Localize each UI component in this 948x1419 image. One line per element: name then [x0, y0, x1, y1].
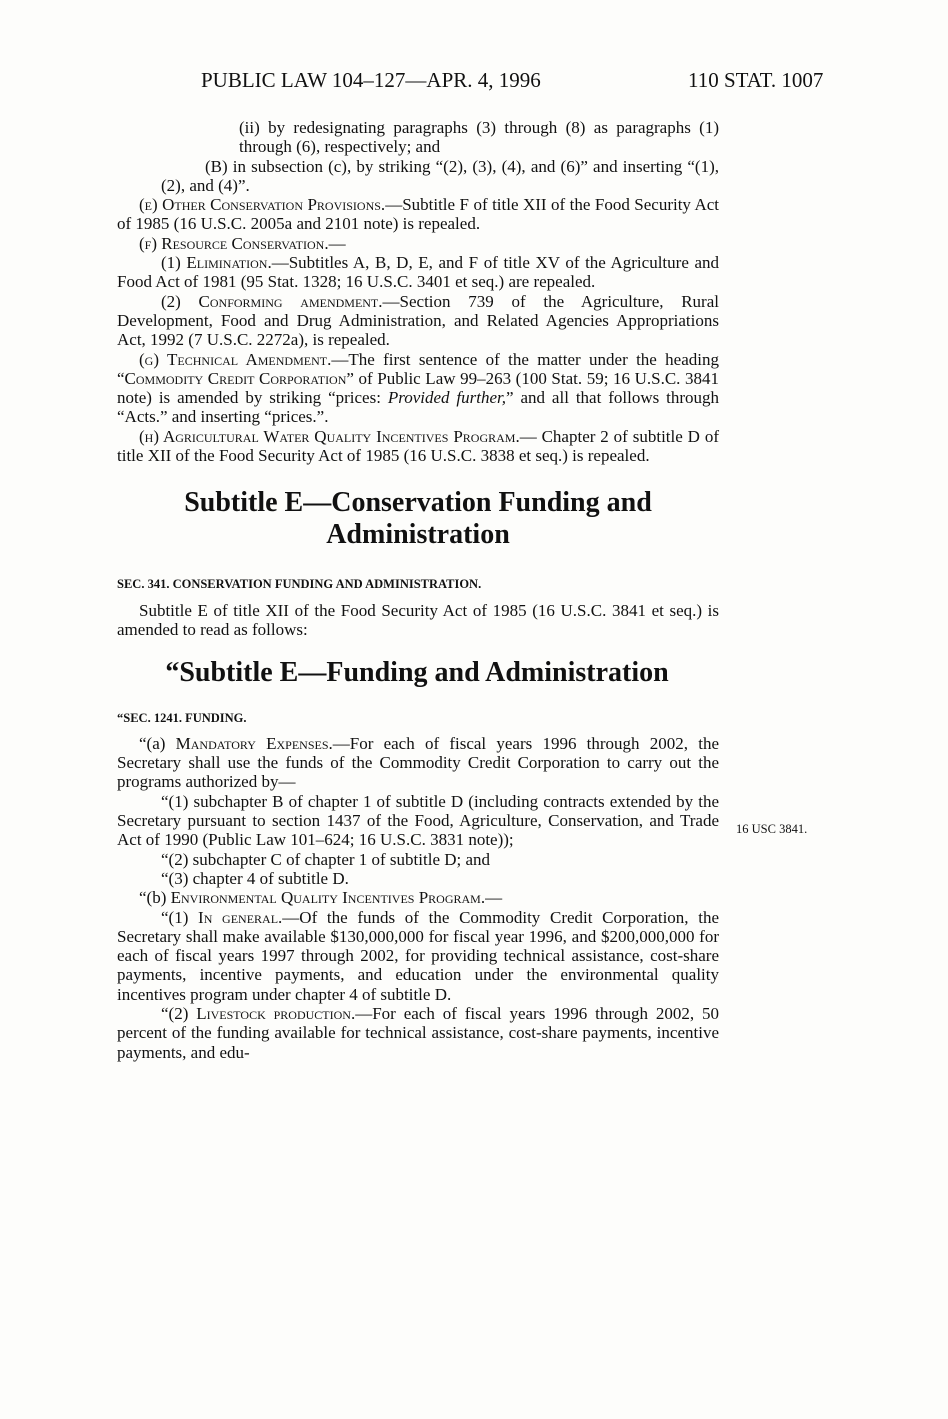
section-341-text: Subtitle E of title XII of the Food Security Act of 1985 (16 U.S.C. 3841 et seq.) is amended to read as follows:	[117, 600, 719, 639]
subsection-1241-a-number: “(a)	[139, 733, 176, 753]
clause-ii	[117, 118, 719, 157]
inserted-subtitle-heading: “Subtitle E—Funding and Administration	[165, 657, 669, 689]
subsection-1241-b-heading: Environmental Quality Incentives Program.	[170, 888, 486, 908]
subsection-g-text-3: ” and all that follows through “Acts.” and inserting “prices.”.	[117, 388, 719, 427]
paragraph-f2-text: —Section 739 of the Agriculture, Rural Development, Food and Drug Administration, and Related Agencies Appropriations Act, 1992 (7 U.S.C. 2272a), is repealed.	[117, 291, 719, 350]
paragraph-1241-a3: “(3) chapter 4 of subtitle D.	[161, 868, 349, 888]
paragraph-1241-b1-text: —Of the funds of the Commodity Credit Corporation, the Secretary shall make available $130,000,000 for fiscal year 1996, and $200,000,000 for each of fiscal years 1997 through 2002, for providing technical assistance, cost-share payments, incentive payments, and education under the environmental quality incentives program under chapter 4 of subtitle D.	[117, 907, 719, 1004]
subsection-1241-a	[117, 734, 719, 792]
clause-b	[117, 157, 719, 196]
subsection-h	[117, 427, 719, 466]
subsection-e	[117, 195, 719, 234]
paragraph-f1-heading: (1) Elimination.	[161, 253, 272, 273]
paragraph-f1-text: —Subtitles A, B, D, E, and F of title XV of the Agriculture and Food Act of 1981 (95 Stat. 1328; 16 U.S.C. 3401 et seq.) are repealed.	[117, 253, 719, 292]
subsection-h-text: — Chapter 2 of subtitle D of title XII of the Food Security Act of 1985 (16 U.S.C. 3838 et seq.) is repealed.	[117, 426, 719, 466]
subsection-g-heading-ref: Commodity Credit Corporation	[124, 368, 347, 388]
margin-citation: 16 USC 3841.	[736, 822, 808, 836]
subsection-f-heading: (f) Resource Conservation.	[139, 233, 329, 253]
paragraph-1241-a2: “(2) subchapter C of chapter 1 of subtitle D; and	[161, 849, 491, 869]
subsection-f-text: —	[328, 233, 346, 253]
paragraph-1241-b2	[117, 1004, 719, 1062]
section-1241-heading: “SEC. 1241. FUNDING.	[117, 710, 247, 725]
subsection-f	[117, 234, 719, 253]
subsection-g-italic: Provided further,	[387, 388, 507, 408]
subsection-1241-b-number: “(b)	[139, 888, 171, 908]
clause-ii-text: (ii) by redesignating paragraphs (3) through (8) as paragraphs (1) through (6), respectively; and	[239, 118, 719, 157]
subsection-1241-b	[117, 888, 719, 907]
paragraph-f2-heading: (2) Conforming amendment.	[161, 291, 383, 311]
subsection-1241-b-text: —	[485, 888, 503, 908]
subsection-g-text-1: —The first sentence of the matter under the heading “	[117, 349, 719, 388]
clause-b-text: (B) in subsection (c), by striking “(2), (3), (4), and (6)” and inserting “(1), (2), and (4)”.	[161, 156, 719, 195]
paragraph-1241-a1: “(1) subchapter B of chapter 1 of subtitle D (including contracts extended by the Secretary pursuant to section 1437 of the Food, Agriculture, Conservation, and Trade Act of 1990 (Public Law 101–624; 16 U.S.C. 3831 note));	[117, 791, 719, 850]
subtitle-heading: Subtitle E—Conservation Funding and Administration	[184, 487, 652, 551]
paragraph-1241-b2-number: “(2)	[161, 1003, 197, 1023]
paragraph-1241-b2-text: —For each of fiscal years 1996 through 2002, 50 percent of the funding available for technical assistance, cost-share payments, incentive payments, and edu-	[117, 1003, 719, 1062]
paragraph-1241-b2-heading: Livestock production.	[196, 1003, 356, 1023]
subsection-g-text-2: ” of Public Law 99–263 (100 Stat. 59; 16 U.S.C. 3841 note) is amended by striking “prices:	[117, 368, 719, 408]
paragraph-1241-b1-heading: In general.	[198, 907, 283, 927]
section-341-heading: SEC. 341. CONSERVATION FUNDING AND ADMINISTRATION.	[117, 577, 482, 592]
subsection-1241-a-heading: Mandatory Expenses.	[175, 733, 333, 753]
subsection-1241-a-text: —For each of fiscal years 1996 through 2002, the Secretary shall use the funds of the Commodity Credit Corporation to carry out the programs authorized by—	[117, 733, 719, 792]
running-header: PUBLIC LAW 104–127—APR. 4, 1996	[201, 68, 541, 92]
paragraph-1241-b1-number: “(1)	[161, 907, 199, 927]
paragraph-f1	[117, 253, 719, 292]
statute-page-number: 110 STAT. 1007	[688, 68, 824, 92]
subsection-e-text: —Subtitle F of title XII of the Food Security Act of 1985 (16 U.S.C. 2005a and 2101 note) is repealed.	[117, 195, 719, 234]
subsection-g-heading: (g) Technical Amendment.	[139, 349, 332, 369]
subsection-h-heading: (h) Agricultural Water Quality Incentives Program.	[139, 426, 520, 446]
paragraph-f2	[117, 292, 719, 350]
paragraph-1241-b1	[117, 908, 719, 1004]
subsection-e-heading: (e) Other Conservation Provisions.	[139, 195, 386, 215]
subsection-g	[117, 350, 719, 427]
statute-body	[117, 118, 719, 1062]
